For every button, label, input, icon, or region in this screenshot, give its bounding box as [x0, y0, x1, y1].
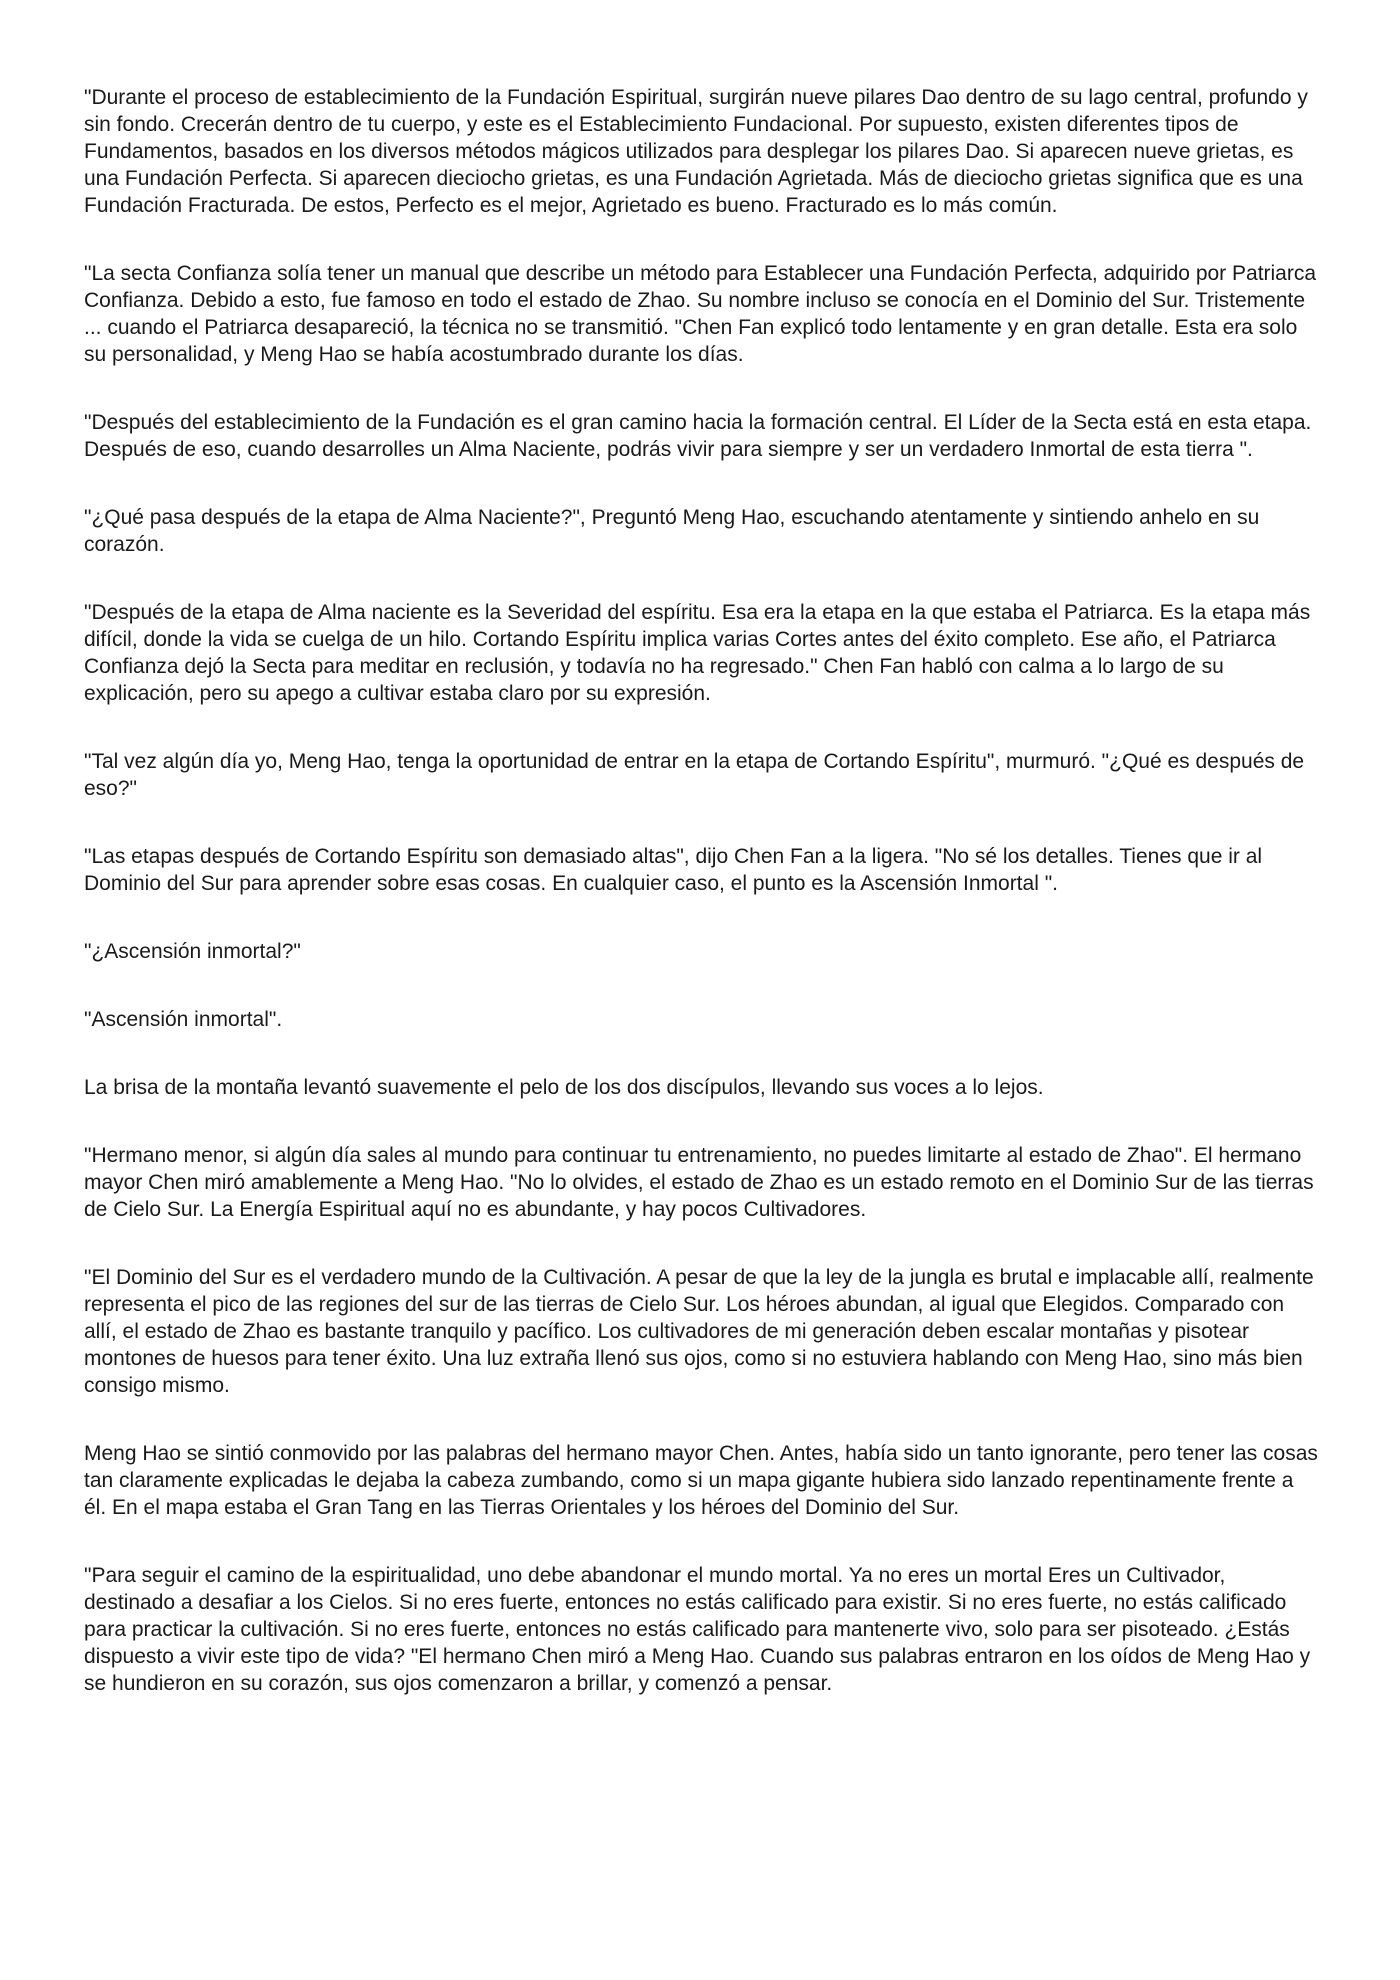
paragraph-2: "La secta Confianza solía tener un manual que describe un método para Establecer una Fundación Perfecta, adquirido por Patriarca Confianza. Debido a esto, fue famoso en todo el estado de Zhao. Su nombre incluso se conocía en el Dominio del Sur. Tristemente ... cuando el Patriarca desapareció, la técnica no se transmitió. "Chen Fan explicó todo lentamente y en gran detalle. Esta era solo su personalidad, y Meng Hao se había acostumbrado durante los días.	[84, 262, 1317, 366]
paragraph-6: "Tal vez algún día yo, Meng Hao, tenga la oportunidad de entrar en la etapa de Cortando Espíritu", murmuró. "¿Qué es después de eso?"	[84, 750, 1305, 800]
paragraph-11: "Hermano menor, si algún día sales al mundo para continuar tu entrenamiento, no puedes limitarte al estado de Zhao". El hermano mayor Chen miró amablemente a Meng Hao. "No lo olvides, el estado de Zhao es un estado remoto en el Dominio Sur de las tierras de Cielo Sur. La Energía Espiritual aquí no es abundante, y hay pocos Cultivadores.	[84, 1144, 1314, 1221]
paragraph-1: "Durante el proceso de establecimiento de la Fundación Espiritual, surgirán nueve pilares Dao dentro de su lago central, profundo y sin fondo. Crecerán dentro de tu cuerpo, y este es el Establecimiento Fundacional. Por supuesto, existen diferentes tipos de Fundamentos, basados en los diversos métodos mágicos utilizados para desplegar los pilares Dao. Si aparecen nueve grietas, es una Fundación Perfecta. Si aparecen dieciocho grietas, es una Fundación Agrietada. Más de dieciocho grietas significa que es una Fundación Fracturada. De estos, Perfecto es el mejor, Agrietado es bueno. Fracturado es lo más común.	[84, 86, 1308, 217]
paragraph-5: "Después de la etapa de Alma naciente es la Severidad del espíritu. Esa era la etapa en la que estaba el Patriarca. Es la etapa más difícil, donde la vida se cuelga de un hilo. Cortando Espíritu implica varias Cortes antes del éxito completo. Ese año, el Patriarca Confianza dejó la Secta para meditar en reclusión, y todavía no ha regresado." Chen Fan habló con calma a lo largo de su explicación, pero su apego a cultivar estaba claro por su expresión.	[84, 601, 1311, 705]
paragraph-9: "Ascensión inmortal".	[84, 1008, 283, 1031]
paragraph-4: "¿Qué pasa después de la etapa de Alma Naciente?", Preguntó Meng Hao, escuchando atentamente y sintiendo anhelo en su corazón.	[84, 506, 1260, 556]
paragraph-10: La brisa de la montaña levantó suavemente el pelo de los dos discípulos, llevando sus voces a lo lejos.	[84, 1076, 1044, 1099]
paragraph-14: "Para seguir el camino de la espiritualidad, uno debe abandonar el mundo mortal. Ya no eres un mortal Eres un Cultivador, destinado a desafiar a los Cielos. Si no eres fuerte, entonces no estás calificado para existir. Si no eres fuerte, no estás calificado para practicar la cultivación. Si no eres fuerte, entonces no estás calificado para mantenerte vivo, solo para ser pisoteado. ¿Estás dispuesto a vivir este tipo de vida? "El hermano Chen miró a Meng Hao. Cuando sus palabras entraron en los oídos de Meng Hao y se hundieron en su corazón, sus ojos comenzaron a brillar, y comenzó a pensar.	[84, 1564, 1311, 1695]
paragraph-3: "Después del establecimiento de la Fundación es el gran camino hacia la formación central. El Líder de la Secta está en esta etapa. Después de eso, cuando desarrolles un Alma Naciente, podrás vivir para siempre y ser un verdadero Inmortal de esta tierra ".	[84, 411, 1312, 461]
paragraph-12: "El Dominio del Sur es el verdadero mundo de la Cultivación. A pesar de que la ley de la jungla es brutal e implacable allí, realmente representa el pico de las regiones del sur de las tierras de Cielo Sur. Los héroes abundan, al igual que Elegidos. Comparado con allí, el estado de Zhao es bastante tranquilo y pacífico. Los cultivadores de mi generación deben escalar montañas y pisotear montones de huesos para tener éxito. Una luz extraña llenó sus ojos, como si no estuviera hablando con Meng Hao, sino más bien consigo mismo.	[84, 1266, 1314, 1397]
document-page	[84, 84, 1320, 1697]
paragraph-13: Meng Hao se sintió conmovido por las palabras del hermano mayor Chen. Antes, había sido un tanto ignorante, pero tener las cosas tan claramente explicadas le dejaba la cabeza zumbando, como si un mapa gigante hubiera sido lanzado repentinamente frente a él. En el mapa estaba el Gran Tang en las Tierras Orientales y los héroes del Dominio del Sur.	[84, 1442, 1318, 1519]
paragraph-7: "Las etapas después de Cortando Espíritu son demasiado altas", dijo Chen Fan a la ligera. "No sé los detalles. Tienes que ir al Dominio del Sur para aprender sobre esas cosas. En cualquier caso, el punto es la Ascensión Inmortal ".	[84, 845, 1263, 895]
paragraph-8: "¿Ascensión inmortal?"	[84, 940, 301, 963]
